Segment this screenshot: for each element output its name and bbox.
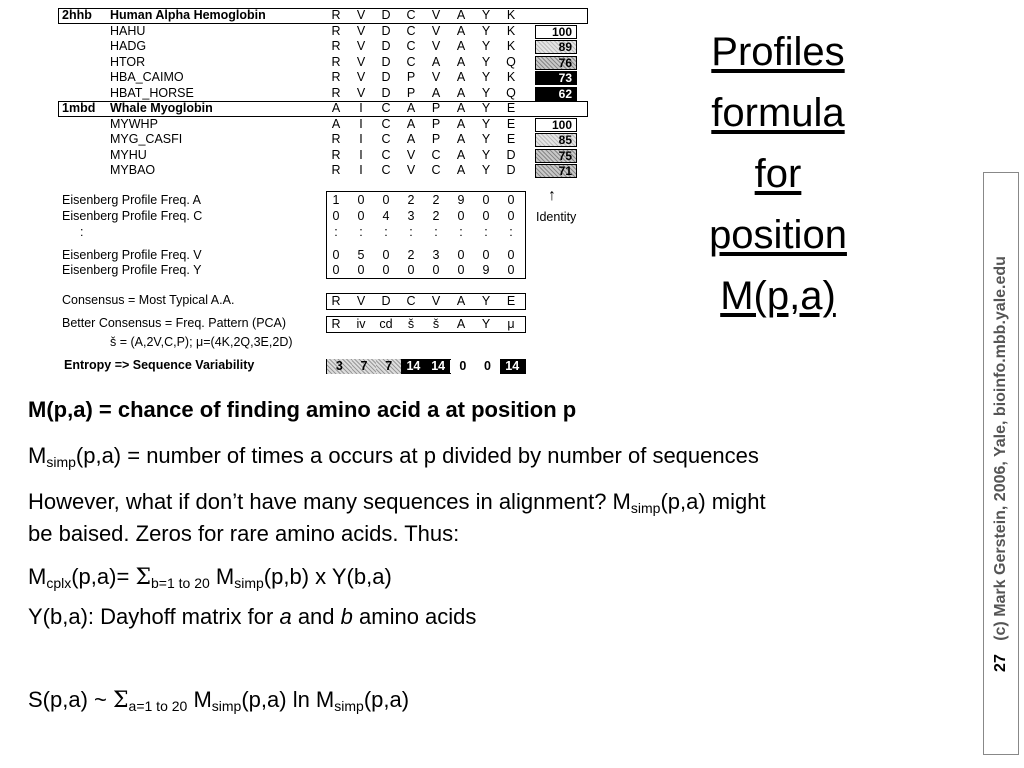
residue-cell: V	[431, 294, 441, 308]
residue-cell: R	[331, 54, 341, 69]
residue-cell: A	[456, 163, 466, 178]
residue-cell: V	[356, 85, 366, 100]
residue-cell: 0	[357, 263, 365, 277]
entropy-formula: S(p,a) ~ $\Sigma_{a=1 to 20}$ $M_{simp}(p,a)$ $\ln M_{simp}(p,a)$	[28, 687, 410, 714]
residue-cell: C	[406, 39, 416, 54]
residue-cell: Y	[481, 132, 491, 147]
better-consensus-label: Better Consensus = Freq. Pattern (PCA)	[62, 316, 287, 330]
title-line: position	[709, 213, 847, 257]
residue-cell: K	[506, 8, 516, 22]
residue-cell: š	[407, 317, 415, 331]
residue-cell: 0	[332, 209, 340, 223]
residue-cell: V	[406, 163, 416, 178]
residue-cell: A	[456, 54, 466, 69]
residue-cell: P	[431, 101, 441, 115]
residue-cell: P	[431, 117, 441, 131]
title-line: for	[754, 152, 802, 196]
residue-cell: 5	[357, 248, 365, 262]
residue-cell: :	[384, 225, 388, 239]
residue-cell: D	[381, 85, 391, 100]
residue-cell: D	[381, 70, 391, 85]
residue-cell: :	[484, 225, 488, 239]
residue-cell: V	[431, 24, 441, 38]
profile-row	[0, 225, 560, 240]
residue-cell: 0	[457, 209, 465, 223]
residue-cell: K	[506, 39, 516, 54]
residue-cell: Y	[481, 70, 491, 85]
entropy-cell: 14	[500, 359, 525, 374]
residue-cell: A	[431, 85, 441, 100]
profile-row	[0, 209, 560, 224]
profile-label: Eisenberg Profile Freq. Y	[62, 263, 202, 277]
sequence-name: HTOR	[110, 54, 146, 69]
residue-cell: R	[331, 85, 341, 100]
better-consensus-row	[0, 317, 560, 332]
identity-label: Identity	[536, 210, 577, 224]
residue-cell: E	[506, 132, 516, 147]
residue-cell: 2	[407, 248, 415, 262]
residue-cell: 9	[457, 193, 465, 207]
residue-cell: C	[381, 101, 391, 115]
residue-cell: 0	[332, 248, 340, 262]
title-line: M(p,a)	[720, 274, 836, 318]
residue-cell: K	[506, 70, 516, 85]
identity-score: 76	[535, 56, 577, 70]
identity-score: 89	[535, 40, 577, 54]
residue-cell: Y	[481, 317, 491, 331]
sequence-row	[60, 70, 590, 85]
residue-cell: D	[381, 54, 391, 69]
residue-cell: D	[381, 39, 391, 54]
profile-label: Eisenberg Profile Freq. V	[62, 248, 202, 262]
residue-cell: 0	[482, 193, 490, 207]
residue-cell: 2	[407, 193, 415, 207]
residue-cell: P	[406, 85, 416, 100]
sequence-name: MYBAO	[110, 163, 156, 178]
residue-cell: 0	[357, 193, 365, 207]
residue-cell: R	[331, 163, 341, 178]
residue-cell: V	[356, 54, 366, 69]
group-header-row	[60, 101, 590, 116]
residue-cell: 0	[382, 193, 390, 207]
sequence-row	[60, 132, 590, 147]
sequence-name: HAHU	[110, 24, 146, 38]
residue-cell: Y	[481, 54, 491, 69]
identity-score: 85	[535, 133, 577, 147]
residue-cell: C	[406, 8, 416, 22]
sequence-row	[60, 163, 590, 178]
residue-cell: V	[356, 70, 366, 85]
residue-cell: D	[381, 8, 391, 22]
residue-cell: Y	[481, 8, 491, 22]
residue-cell: R	[331, 132, 341, 147]
residue-cell: R	[331, 317, 341, 331]
residue-cell: :	[459, 225, 463, 239]
residue-cell: V	[356, 24, 366, 38]
page-number: 27	[992, 653, 1009, 672]
residue-cell: C	[431, 163, 441, 178]
residue-cell: Y	[481, 39, 491, 54]
residue-cell: Y	[481, 101, 491, 115]
residue-cell: š	[432, 317, 440, 331]
residue-cell: R	[331, 24, 341, 38]
residue-cell: 0	[357, 209, 365, 223]
slide-title	[668, 22, 888, 327]
residue-cell: D	[381, 24, 391, 38]
residue-cell: 0	[482, 248, 490, 262]
profile-label: :	[80, 225, 84, 239]
residue-cell: 0	[407, 263, 415, 277]
residue-cell: 0	[457, 263, 465, 277]
residue-cell: D	[506, 163, 516, 178]
residue-cell: A	[456, 24, 466, 38]
residue-cell: μ	[507, 317, 515, 331]
residue-cell: iv	[356, 317, 366, 331]
residue-cell: 0	[507, 209, 515, 223]
residue-cell: Y	[481, 163, 491, 178]
identity-score: 100	[535, 118, 577, 132]
residue-cell: A	[456, 8, 466, 22]
entropy-cell: 0	[451, 359, 476, 374]
profile-row	[0, 248, 560, 263]
residue-cell: A	[456, 70, 466, 85]
entropy-cell: 14	[426, 359, 451, 374]
residue-cell: R	[331, 39, 341, 54]
residue-cell: Y	[481, 294, 491, 308]
residue-cell: I	[359, 101, 363, 115]
entropy-cell: 7	[376, 359, 401, 374]
title-line: formula	[711, 91, 845, 135]
residue-cell: C	[381, 163, 391, 178]
residue-cell: C	[381, 132, 391, 147]
profile-label: Eisenberg Profile Freq. C	[62, 209, 203, 223]
sequence-row	[60, 117, 590, 132]
residue-cell: V	[431, 39, 441, 54]
residue-cell: cd	[379, 317, 393, 331]
residue-cell: 1	[332, 193, 340, 207]
pattern-definition: š = (A,2V,C,P); μ=(4K,2Q,3E,2D)	[110, 335, 293, 349]
residue-cell: I	[359, 117, 363, 131]
residue-cell: A	[456, 85, 466, 100]
residue-cell: Y	[481, 24, 491, 38]
residue-cell: A	[406, 117, 416, 131]
residue-cell: :	[434, 225, 438, 239]
residue-cell: 9	[482, 263, 490, 277]
profile-row	[0, 263, 560, 278]
residue-cell: C	[406, 54, 416, 69]
identity-score: 75	[535, 149, 577, 163]
residue-cell: I	[359, 163, 363, 178]
residue-cell: V	[431, 70, 441, 85]
residue-cell: Y	[481, 147, 491, 162]
residue-cell: :	[359, 225, 363, 239]
residue-cell: R	[331, 8, 341, 22]
residue-cell: 4	[382, 209, 390, 223]
bias-question: However, what if don’t have many sequences in alignment? $M_{simp}(p,a)$ might	[28, 489, 766, 516]
group-header-row	[60, 8, 590, 23]
entropy-label: Entropy => Sequence Variability	[64, 358, 255, 372]
residue-cell: C	[381, 147, 391, 162]
residue-cell: A	[431, 54, 441, 69]
identity-score: 73	[535, 71, 577, 85]
entropy-cell: 0	[475, 359, 500, 374]
residue-cell: E	[506, 101, 516, 115]
credit-text	[992, 256, 1010, 672]
residue-cell: 2	[432, 209, 440, 223]
residue-cell: D	[506, 147, 516, 162]
residue-cell: I	[359, 132, 363, 147]
residue-cell: P	[406, 70, 416, 85]
sequence-row	[60, 86, 590, 101]
residue-cell: R	[331, 70, 341, 85]
sequence-name: HBAT_HORSE	[110, 85, 194, 100]
residue-cell: A	[456, 101, 466, 115]
residue-cell: 3	[407, 209, 415, 223]
residue-cell: Y	[481, 85, 491, 100]
residue-cell: C	[406, 294, 416, 308]
residue-cell: 0	[507, 193, 515, 207]
residue-cell: 0	[332, 263, 340, 277]
residue-cell: 0	[457, 248, 465, 262]
residue-cell: A	[456, 147, 466, 162]
identity-score: 62	[535, 87, 577, 101]
residue-cell: 0	[482, 209, 490, 223]
title-line: Profiles	[711, 30, 845, 74]
entropy-cell: 3	[327, 359, 352, 374]
residue-cell: 2	[432, 193, 440, 207]
residue-cell: E	[506, 294, 516, 308]
protein-name: Whale Myoglobin	[110, 101, 213, 115]
entropy-row	[326, 359, 526, 374]
residue-cell: Q	[506, 54, 516, 69]
residue-cell: R	[331, 147, 341, 162]
sequence-name: MYHU	[110, 147, 147, 162]
residue-cell: A	[456, 39, 466, 54]
residue-cell: A	[456, 132, 466, 147]
residue-cell: D	[381, 294, 391, 308]
sequence-row	[60, 39, 590, 54]
sequence-name: HADG	[110, 39, 147, 54]
dayhoff-definition: Y(b,a): Dayhoff matrix for a and b amino acids	[28, 604, 477, 629]
residue-cell: V	[356, 39, 366, 54]
residue-cell: Q	[506, 85, 516, 100]
profile-row	[0, 193, 560, 208]
residue-cell: V	[406, 147, 416, 162]
sequence-row	[60, 24, 590, 39]
sequence-name: MYG_CASFI	[110, 132, 183, 147]
sequence-name: HBA_CAIMO	[110, 70, 184, 85]
sequence-row	[60, 148, 590, 163]
residue-cell: A	[456, 117, 466, 131]
msimp-definition: $M_{simp}(p,a)$ = number of times a occurs at p divided by number of sequences	[28, 443, 759, 470]
residue-cell: 0	[382, 263, 390, 277]
residue-cell: R	[331, 294, 341, 308]
pdb-code: 1mbd	[62, 101, 96, 115]
pdb-code: 2hhb	[62, 8, 92, 22]
residue-cell: :	[409, 225, 413, 239]
definition-line: M(p,a) = chance of finding amino acid a at position p	[28, 397, 577, 422]
mcplx-formula: $M_{cplx}(p,a)= \Sigma_{b=1 to 20}$ $M_{simp}(p,b)$ x Y(b,a)	[28, 564, 392, 591]
residue-cell: A	[331, 101, 341, 115]
residue-cell: V	[431, 8, 441, 22]
residue-cell: V	[356, 8, 366, 22]
residue-cell: C	[431, 147, 441, 162]
residue-cell: Y	[481, 117, 491, 131]
consensus-label: Consensus = Most Typical A.A.	[62, 293, 235, 307]
residue-cell: 0	[432, 263, 440, 277]
residue-cell: K	[506, 24, 516, 38]
sequence-name: MYWHP	[110, 117, 158, 131]
residue-cell: A	[456, 294, 466, 308]
identity-score: 100	[535, 25, 577, 39]
residue-cell: 0	[507, 263, 515, 277]
residue-cell: E	[506, 117, 516, 131]
entropy-cell: 14	[401, 359, 426, 374]
residue-cell: A	[331, 117, 341, 131]
residue-cell: :	[509, 225, 513, 239]
residue-cell: 0	[507, 248, 515, 262]
entropy-cell: 7	[352, 359, 377, 374]
residue-cell: I	[359, 147, 363, 162]
residue-cell: 3	[432, 248, 440, 262]
profile-label: Eisenberg Profile Freq. A	[62, 193, 201, 207]
protein-name: Human Alpha Hemoglobin	[110, 8, 266, 22]
bias-explanation: be baised. Zeros for rare amino acids. Thus:	[28, 521, 460, 546]
residue-cell: A	[406, 101, 416, 115]
identity-arrow: ↑	[548, 187, 556, 204]
copyright-credit: (c) Mark Gerstein, 2006, Yale, bioinfo.mbb.yale.edu	[992, 255, 1009, 641]
consensus-row	[0, 294, 560, 309]
residue-cell: 0	[382, 248, 390, 262]
residue-cell: V	[356, 294, 366, 308]
sequence-row	[60, 55, 590, 70]
residue-cell: C	[406, 24, 416, 38]
residue-cell: C	[381, 117, 391, 131]
residue-cell: :	[334, 225, 338, 239]
credit-sidebar	[983, 172, 1019, 755]
residue-cell: A	[406, 132, 416, 147]
residue-cell: P	[431, 132, 441, 147]
identity-score: 71	[535, 164, 577, 178]
residue-cell: A	[456, 317, 466, 331]
